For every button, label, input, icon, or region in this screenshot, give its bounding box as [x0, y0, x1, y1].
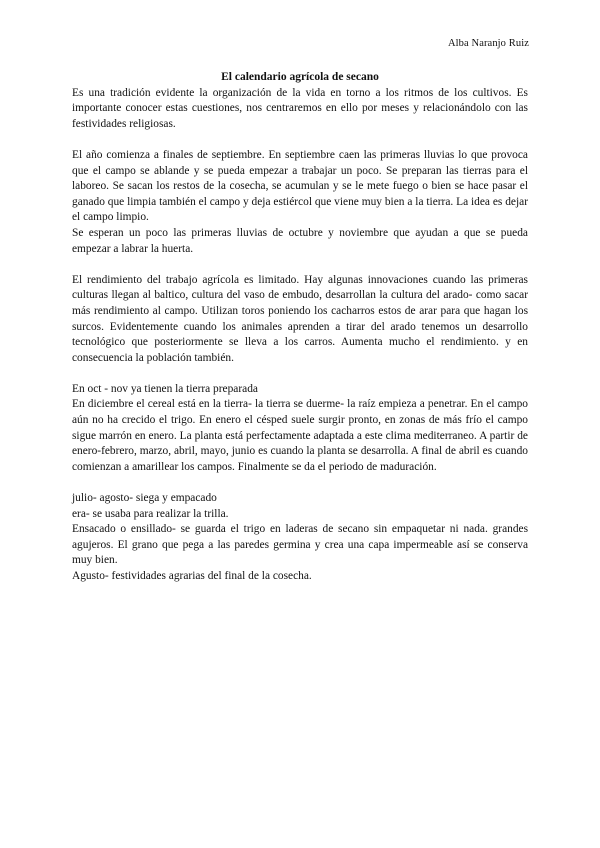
winter-section: [72, 382, 528, 476]
winter-paragraph: En diciembre el cereal está en la tierra- la tierra se duerme- la raíz empieza a penetrar. En el campo aún no ha crecido el trigo. En enero el césped suele surgir pronto, en zonas de más frío el campo sigue marrón en enero. La planta está perfectamente adaptada a este clima mediterraneo. A partir de enero-febrero, marzo, abril, mayo, junio es cuando la planta se desarrolla. A final de abril es cuando comienzan a amarillear los campos. Finalmente se da el periodo de maduración.: [72, 398, 528, 473]
performance-section: [72, 273, 528, 367]
september-paragraph: El año comienza a finales de septiembre. En septiembre caen las primeras lluvias lo que provoca que el campo se ablande y se pueda empezar a trabajar un poco. Se preparan las tierras para el laboreo. Se sacan los restos de la cosecha, se acumulan y se le mete fuego o bien se hace pasar el ganado que limpia también el campo y deja estiércol que viene muy bien a la tierra. La idea es dejar el campo limpio.: [72, 148, 528, 224]
festivities-line: Agusto- festividades agrarias del final de la cosecha.: [72, 570, 312, 582]
harvest-section: [72, 491, 528, 585]
winter-heading: En oct - nov ya tienen la tierra preparada: [72, 382, 258, 395]
rains-paragraph: Se esperan un poco las primeras lluvias de octubre y noviembre que ayudan a que se pueda empezar a labrar la huerta.: [72, 226, 528, 255]
document-title: El calendario agrícola de secano: [221, 71, 379, 83]
document-body: [72, 70, 528, 600]
performance-paragraph: El rendimiento del trabajo agrícola es limitado. Hay algunas innovaciones cuando las primeras culturas llegan al baltico, cultura del vaso de embudo, desarrollan la cultura del arado- como sacar más rendimiento al campo. Utilizan toros poniendo los cacharros estos de arar para que hagan los surcos. Evidentemente cuando los animales aprenden a tirar del arado tenemos un desarrollo tecnológico que posteriormente se lleva a los carros. Aumenta mucho el rendimiento. y en consecuencia la población también.: [72, 273, 528, 364]
intro-section: [72, 86, 528, 133]
storage-paragraph: Ensacado o ensillado- se guarda el trigo en laderas de secano sin empaquetar ni nada. grandes agujeros. El grano que pega a las paredes germina y crea una capa impermeable así se conserva muy bien.: [72, 523, 528, 567]
author-name: Alba Naranjo Ruiz: [447, 38, 529, 49]
september-section: [72, 148, 528, 257]
intro-paragraph: Es una tradición evidente la organización de la vida en torno a los ritmos de los cultivos. Es importante conocer estas cuestiones, nos centraremos en ello por meses y relacionándolo con las festividades religiosas.: [72, 86, 528, 130]
threshing-line: era- se usaba para realizar la trilla.: [72, 507, 229, 520]
harvest-line: julio- agosto- siega y empacado: [72, 492, 217, 505]
